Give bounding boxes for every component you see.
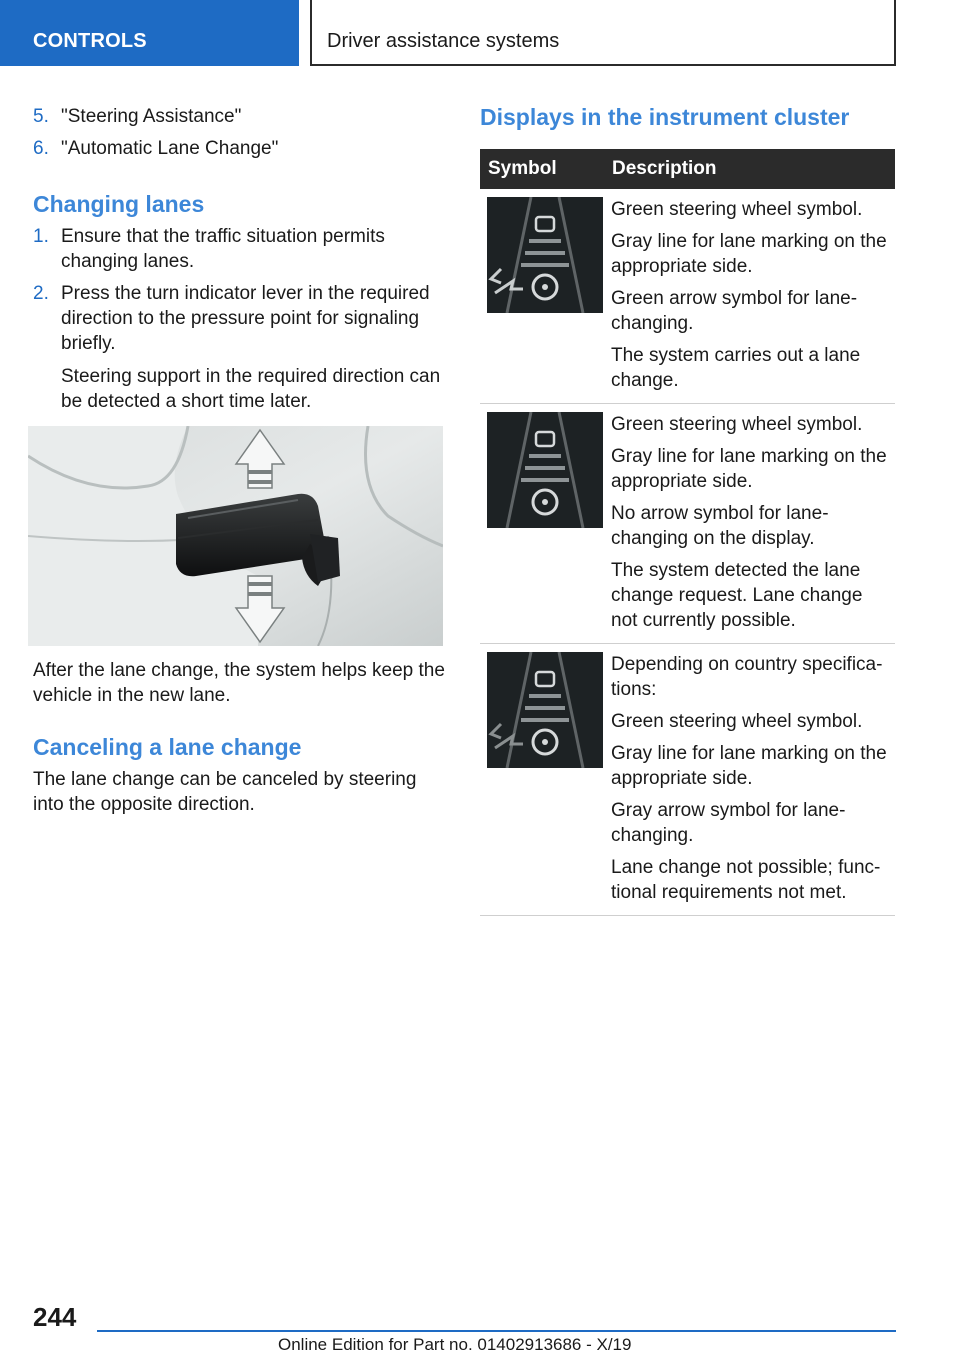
step-number: 2. <box>33 283 49 304</box>
section-label: CONTROLS <box>33 30 147 52</box>
changing-lanes-heading: Changing lanes <box>33 191 205 217</box>
table-row <box>480 189 895 404</box>
row-line: Gray arrow symbol for lane-changing. <box>611 800 846 846</box>
footer-divider <box>97 1330 896 1332</box>
row-line: No arrow symbol for lane-changing on the display. <box>611 503 829 549</box>
canceling-heading: Canceling a lane change <box>33 734 302 760</box>
row-line: Green steering wheel symbol. <box>611 711 863 732</box>
row-line: Gray line for lane marking on the appropriate side. <box>611 231 887 277</box>
lane-change-unavailable-icon <box>487 652 603 768</box>
row-line: Green steering wheel symbol. <box>611 414 863 435</box>
page-number: 244 <box>33 1302 77 1332</box>
left-column <box>33 104 449 421</box>
turn-indicator-lever-image <box>28 426 443 646</box>
row-line: Lane change not possible; func-tional requirements not met. <box>611 857 881 903</box>
description-column-header: Description <box>604 149 895 189</box>
step-item <box>33 224 449 274</box>
displays-heading: Displays in the instrument cluster <box>480 104 850 130</box>
item-number: 6. <box>33 138 49 159</box>
lane-change-detected-icon <box>487 412 603 528</box>
list-item <box>33 104 449 129</box>
item-number: 5. <box>33 106 49 127</box>
row-line: Depending on country specifica-tions: <box>611 654 883 700</box>
step-item <box>33 281 449 414</box>
step-text: Press the turn indicator lever in the required direction to the pressure point for signaling briefly. <box>61 283 430 354</box>
table-row <box>480 644 895 916</box>
after-lane-change-section <box>33 658 449 817</box>
edition-text: Online Edition for Part no. 01402913686 - X/19 <box>278 1335 632 1354</box>
step-text: Ensure that the traffic situation permits changing lanes. <box>61 226 385 272</box>
right-column <box>480 104 896 916</box>
row-line: Gray line for lane marking on the appropriate side. <box>611 446 887 492</box>
section-tab <box>0 0 299 66</box>
table-row <box>480 404 895 644</box>
step-note: Steering support in the required direction can be detected a short time later. <box>61 366 441 412</box>
item-text: "Steering Assistance" <box>61 106 242 127</box>
displays-table <box>480 149 895 916</box>
chapter-header <box>310 0 896 66</box>
symbol-column-header: Symbol <box>480 149 604 189</box>
row-line: The system detected the lane change request. Lane change not currently possible. <box>611 560 863 631</box>
canceling-text: The lane change can be canceled by steering into the opposite direction. <box>33 769 417 815</box>
row-line: Green steering wheel symbol. <box>611 199 863 220</box>
item-text: "Automatic Lane Change" <box>61 138 279 159</box>
step-number: 1. <box>33 226 49 247</box>
chapter-title: Driver assistance systems <box>327 30 560 52</box>
lane-change-active-icon <box>487 197 603 313</box>
row-line: The system carries out a lane change. <box>611 345 861 391</box>
row-line: Green arrow symbol for lane-changing. <box>611 288 858 334</box>
after-lane-change-text: After the lane change, the system helps keep the vehicle in the new lane. <box>33 660 445 706</box>
list-item <box>33 136 449 161</box>
row-line: Gray line for lane marking on the appropriate side. <box>611 743 887 789</box>
